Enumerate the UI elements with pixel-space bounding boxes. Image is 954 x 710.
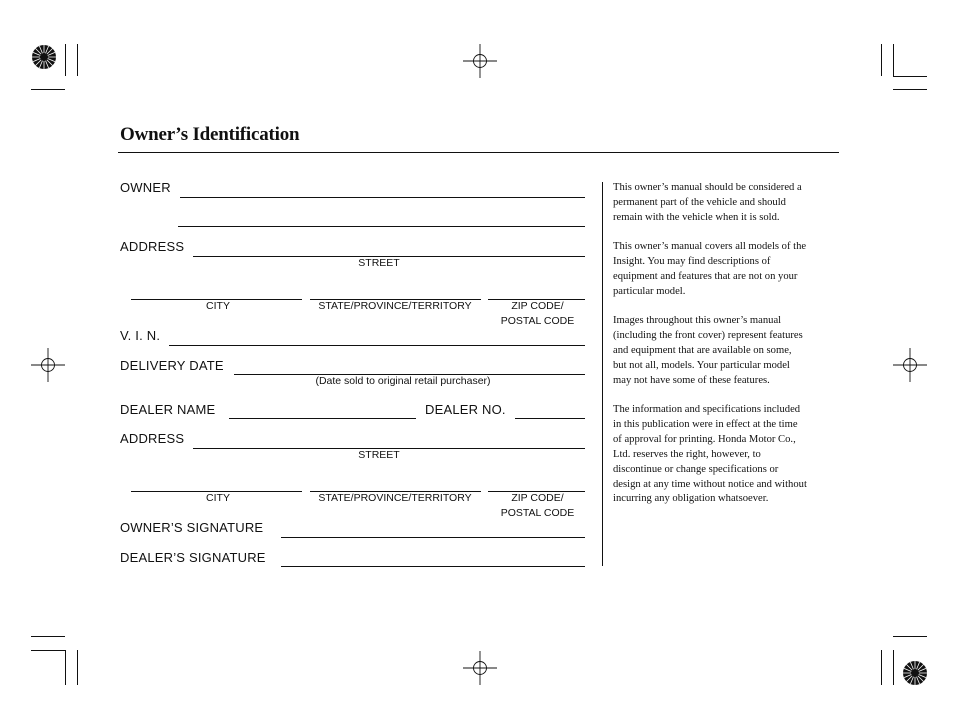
vin-field[interactable] (169, 327, 585, 345)
dealer-state-caption: STATE/PROVINCE/TERRITORY (318, 492, 472, 504)
delivery-date-caption: (Date sold to original retail purchaser) (315, 375, 491, 387)
owner-street-field[interactable] (193, 238, 585, 256)
radial-color-target-icon (31, 44, 57, 75)
owner-signature-field[interactable] (281, 519, 585, 537)
vin-line (169, 345, 585, 346)
owner-street-caption: STREET (358, 257, 400, 269)
owner-name-field-2[interactable] (178, 208, 585, 226)
dealer-no-field[interactable] (515, 400, 585, 418)
dealer-name-field[interactable] (229, 400, 416, 418)
title-rule (118, 152, 839, 153)
owner-label: OWNER (120, 180, 171, 195)
dealer-zip-field[interactable] (488, 473, 585, 491)
crosshair-registration-icon (31, 348, 65, 382)
dealer-street-caption: STREET (358, 449, 400, 461)
owner-city-field[interactable] (131, 281, 302, 299)
dealer-address-label: ADDRESS (120, 431, 185, 446)
delivery-date-label: DELIVERY DATE (120, 358, 224, 373)
dealer-city-field[interactable] (131, 473, 302, 491)
side-note-permanent: This owner’s manual should be considered a permanent part of the vehicle and should remain with the vehicle when it is sold. (613, 182, 802, 223)
owner-signature-line (281, 537, 585, 538)
dealer-no-label: DEALER NO. (425, 402, 506, 417)
owner-signature-label: OWNER’S SIGNATURE (120, 520, 264, 535)
crosshair-registration-icon (463, 44, 497, 78)
dealer-city-caption: CITY (206, 492, 230, 504)
owner-state-caption: STATE/PROVINCE/TERRITORY (318, 300, 472, 312)
side-note-models: This owner’s manual covers all models of the Insight. You may find descriptions of equipment and features that are not on your particular model. (613, 241, 807, 297)
dealer-zip-caption-2: POSTAL CODE (500, 507, 575, 519)
owner-zip-caption-2: POSTAL CODE (500, 315, 575, 327)
delivery-date-field[interactable] (234, 356, 585, 374)
owner-city-caption: CITY (206, 300, 230, 312)
crosshair-registration-icon (463, 651, 497, 685)
owner-line-2 (178, 226, 585, 227)
dealer-no-line (515, 418, 585, 419)
dealer-state-field[interactable] (310, 473, 481, 491)
column-divider (602, 182, 603, 566)
dealer-zip-caption-1: ZIP CODE/ (511, 492, 564, 504)
owner-address-label: ADDRESS (120, 239, 185, 254)
owner-line-1 (180, 197, 585, 198)
radial-color-target-icon (902, 660, 928, 691)
dealer-signature-line (281, 566, 585, 567)
side-note-specifications: The information and specifications included in this publication were in effect at the time of approval for printing. Honda Motor Co., Ltd. reserves the right, however, to discontinue or change specifications or design at any time without notice and without incurring any obligation whatsoever. (613, 404, 807, 505)
side-note-images: Images throughout this owner’s manual (including the front cover) represent features and equipment that are available on some, but not all, models. Your particular model may not have some of these features. (613, 315, 803, 386)
crosshair-registration-icon (893, 348, 927, 382)
dealer-name-line (229, 418, 416, 419)
page-title: Owner’s Identification (120, 124, 300, 145)
dealer-street-field[interactable] (193, 430, 585, 448)
owner-zip-caption-1: ZIP CODE/ (511, 300, 564, 312)
owner-state-field[interactable] (310, 281, 481, 299)
dealer-name-label: DEALER NAME (120, 402, 216, 417)
vin-label: V. I. N. (120, 328, 161, 343)
owner-zip-field[interactable] (488, 281, 585, 299)
owner-name-field[interactable] (180, 179, 585, 197)
dealer-signature-field[interactable] (281, 548, 585, 566)
dealer-signature-label: DEALER’S SIGNATURE (120, 550, 266, 565)
